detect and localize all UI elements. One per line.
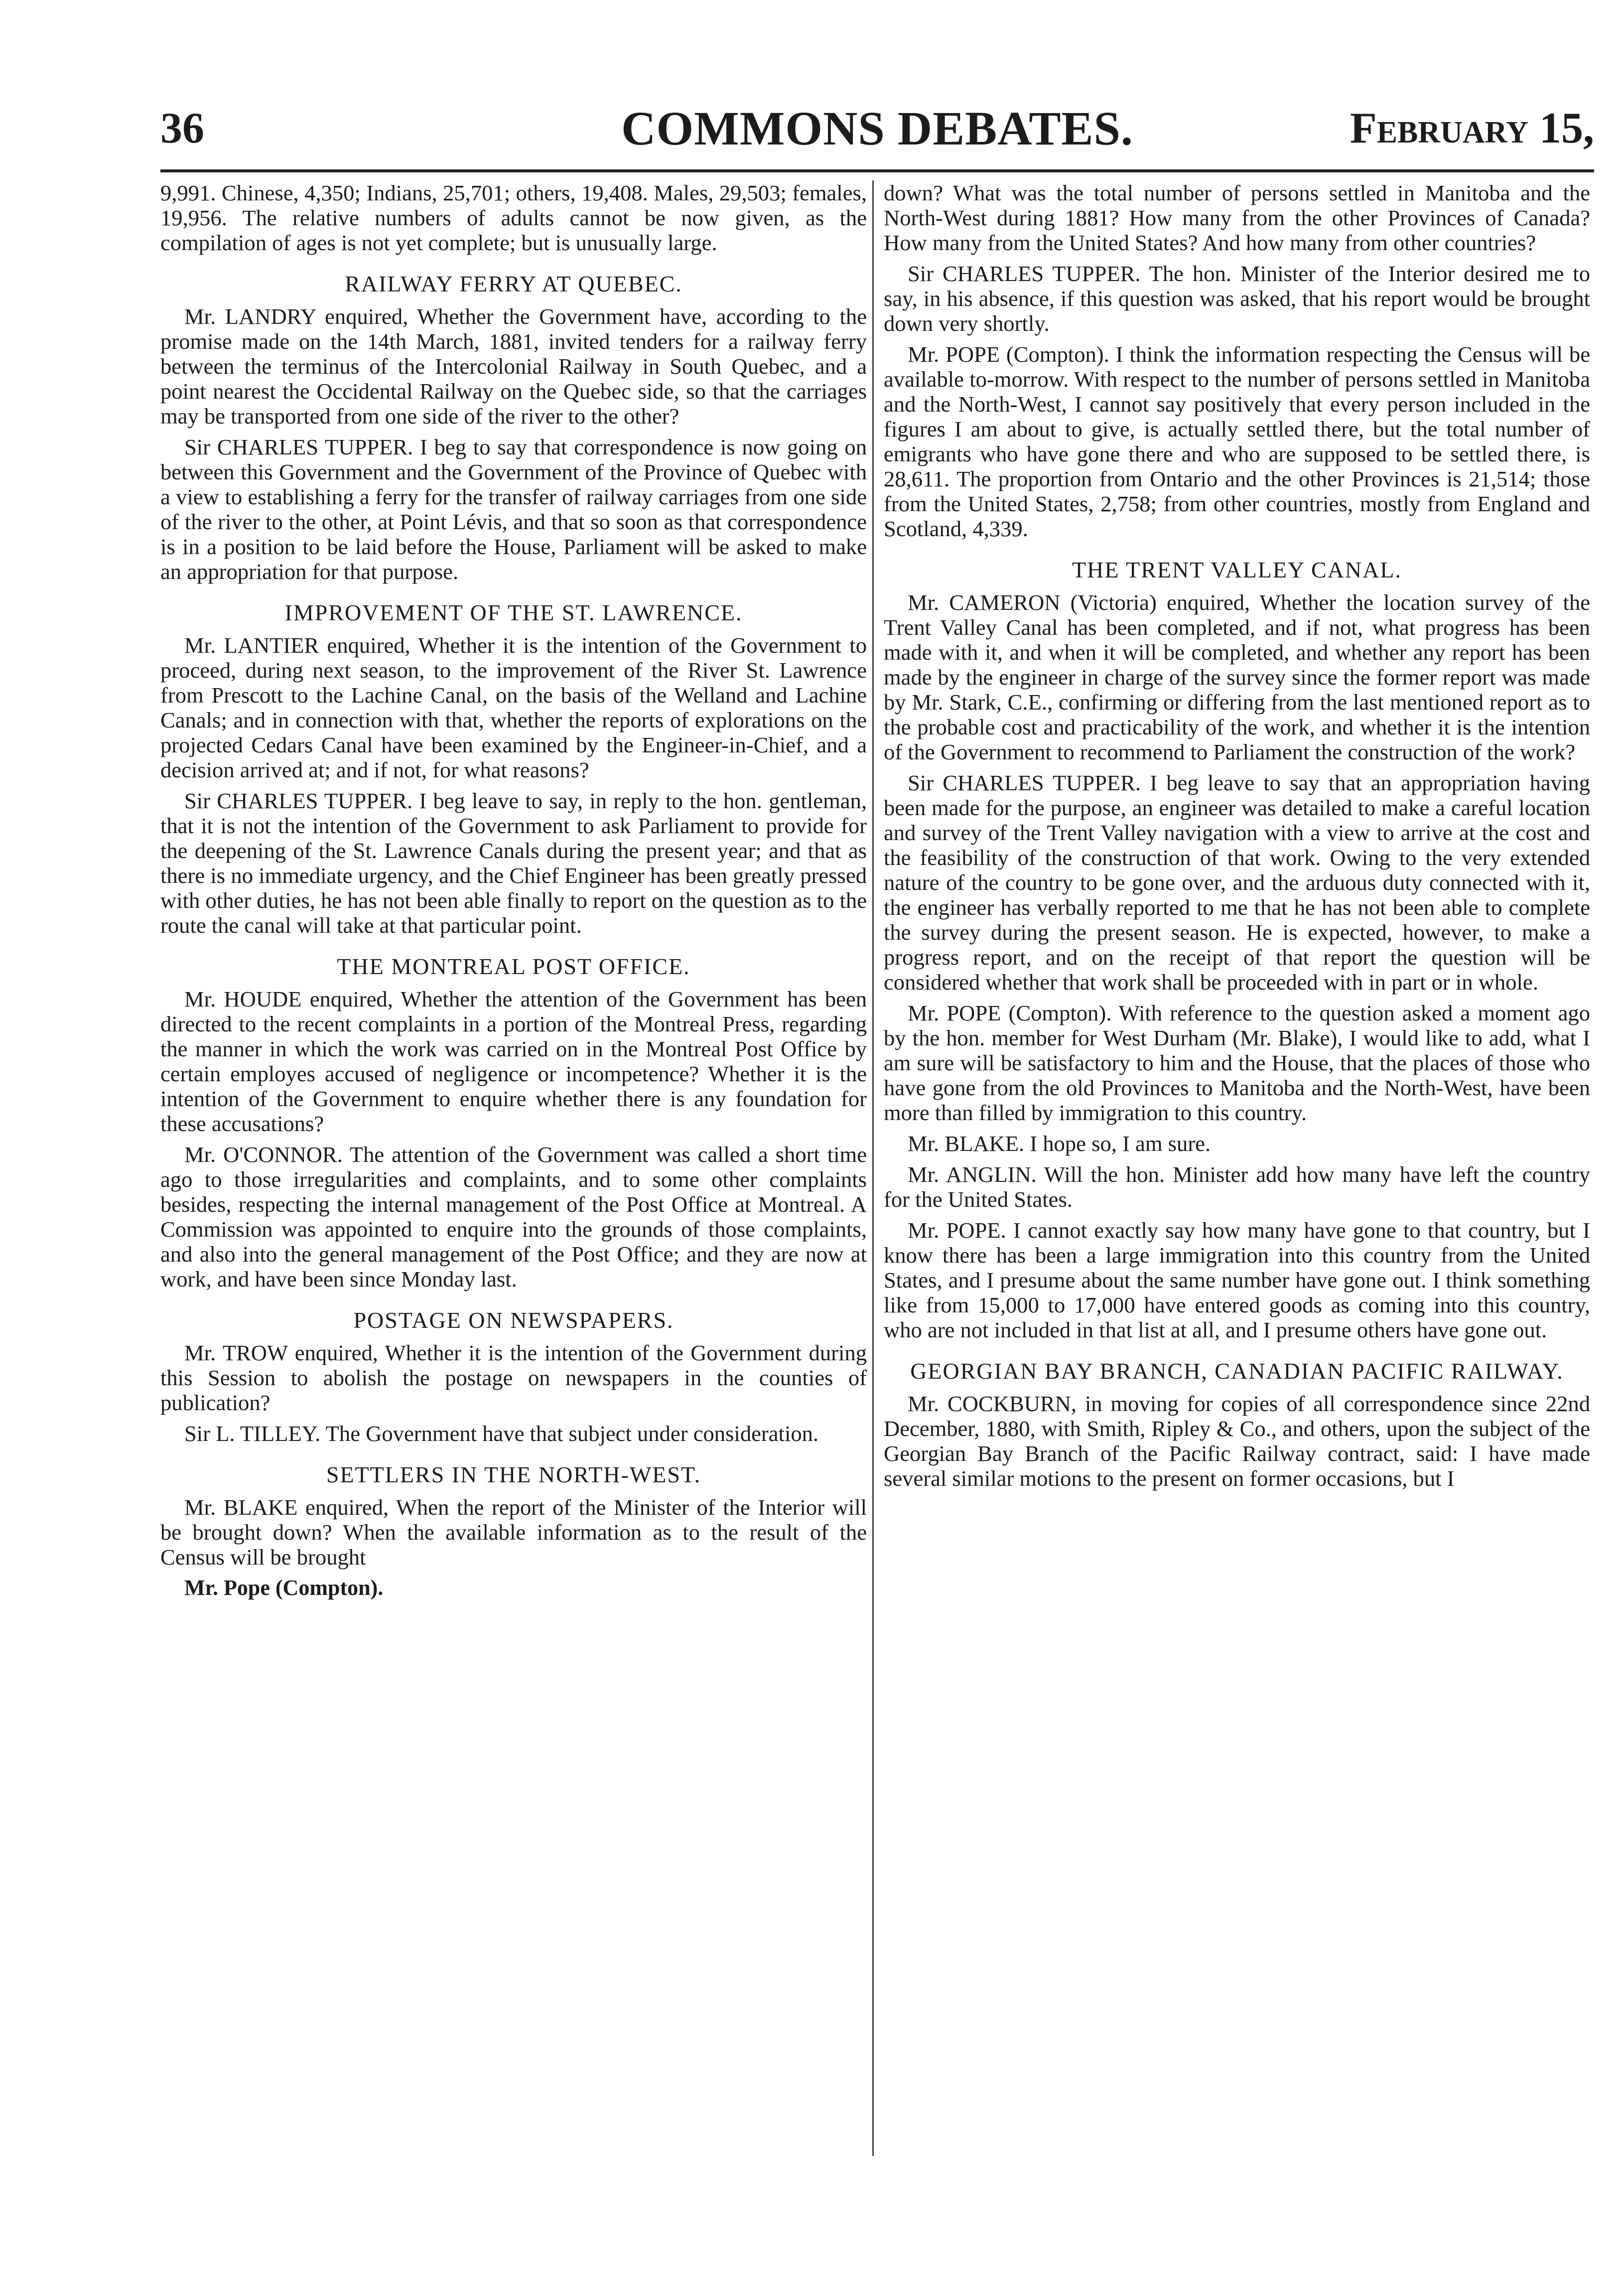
paragraph: Mr. O'CONNOR. The attention of the Government was called a short time ago to those irregularities and complaints, and to some other complaints besides, respecting the internal management of the Post Office at Montreal. A Commission was appointed to enquire into the grounds of those complaints, and also into the general management of the Post Office; and they are now at work, and have been since Monday last. xyxy=(160,1142,867,1291)
paragraph: Mr. BLAKE enquired, When the report of the Minister of the Interior will be brought down? When the available information as to the result of the Census will be brought xyxy=(160,1495,867,1570)
paragraph: Mr. BLAKE. I hope so, I am sure. xyxy=(908,1131,1211,1156)
page-number: 36 xyxy=(160,104,204,152)
section-heading: POSTAGE ON NEWSPAPERS. xyxy=(353,1307,674,1333)
paragraph: Mr. LANDRY enquired, Whether the Government have, according to the promise made on the 14th March, 1881, invited tenders for a railway ferry between the terminus of the Intercolonial Railway in South Quebec, and a point nearest the Occidental Railway on the Quebec side, so that the carriages may be transported from one side of the river to the other? xyxy=(160,304,867,429)
paragraph: Mr. COCKBURN, in moving for copies of all correspondence since 22nd December, 1880, with Smith, Ripley & Co., and others, upon the subject of the Georgian Bay Branch of the Pacific Railway contract, said: I have made several similar motions to the present on former occasions, but I xyxy=(884,1391,1590,1491)
paragraph: Mr. LANTIER enquired, Whether it is the intention of the Government to proceed, during next season, to the improvement of the River St. Lawrence from Prescott to the Lachine Canal, on the basis of the Welland and Lachine Canals; and in connection with that, whether the reports of explorations on the projected Cedars Canal have been examined by the Engineer-in-Chief, and a decision arrived at; and if not, for what reasons? xyxy=(160,633,867,782)
publication-title: COMMONS DEBATES. xyxy=(621,102,1133,155)
paragraph: down? What was the total number of persons settled in Manitoba and the North-West during 1881? How many from the other Provinces of Canada? How many from the United States? And how many from other countries? xyxy=(884,180,1590,255)
paragraph: Mr. CAMERON (Victoria) enquired, Whether the location survey of the Trent Valley Canal has been completed, and if not, what progress has been made with it, and when it will be completed, and whether any report has been made by the engineer in charge of the survey since the former report was made by Mr. Stark, C.E., confirming or differing from the last mentioned report as to the probable cost and practicability of the work, and whether it is the intention of the Government to recommend to Parliament the construction of the work? xyxy=(884,590,1590,764)
section-heading: GEORGIAN BAY BRANCH, CANADIAN PACIFIC RAILWAY. xyxy=(910,1358,1564,1384)
left-column xyxy=(160,180,867,1600)
page-date: February 15, xyxy=(1350,104,1594,152)
right-column xyxy=(884,180,1590,1497)
page-header xyxy=(160,99,1594,158)
paragraph: Sir CHARLES TUPPER. I beg to say that correspondence is now going on between this Government and the Government of the Province of Quebec with a view to establishing a ferry for the transfer of railway carriages from one side of the river to the other, at Point Lévis, and that so soon as that correspondence is in a position to be laid before the House, Parliament will be asked to make an appropriation for that purpose. xyxy=(160,434,867,584)
section-heading: IMPROVEMENT OF THE ST. LAWRENCE. xyxy=(284,600,743,625)
footer-speaker-note: Mr. Pope (Compton). xyxy=(184,1575,384,1600)
paragraph: Mr. POPE (Compton). I think the information respecting the Census will be available to-morrow. With respect to the number of persons settled in Manitoba and the North-West, I cannot say positively that every person included in the figures I am about to give, is actually settled there, but the total number of emigrants who have gone there and who are supposed to be settled there, is 28,611. The proportion from Ontario and the other Provinces is 21,514; those from the United States, 2,758; from other countries, mostly from England and Scotland, 4,339. xyxy=(884,342,1590,541)
section-heading: SETTLERS IN THE NORTH-WEST. xyxy=(326,1462,701,1487)
section-heading: THE MONTREAL POST OFFICE. xyxy=(337,954,690,979)
paragraph: Mr. ANGLIN. Will the hon. Minister add how many have left the country for the United States. xyxy=(884,1162,1590,1212)
paragraph: Sir CHARLES TUPPER. I beg leave to say that an appropriation having been made for the purpose, an engineer was detailed to make a careful location and survey of the Trent Valley navigation with a view to arrive at the cost and the feasibility of the construction of that work. Owing to the very extended nature of the country to be gone over, and the arduous duty connected with it, the engineer has verbally reported to me that he has not been able to complete the survey during the present season. He is expected, however, to make a progress report, and on the receipt of that report the question will be considered whether that work shall be proceeded with in part or in whole. xyxy=(884,770,1590,995)
paragraph: Mr. POPE. I cannot exactly say how many have gone to that country, but I know there has been a large immigration into this country from the United States, and I presume about the same number have gone out. I think something like from 15,000 to 17,000 have entered goods as coming into this country, who are not included in that list at all, and I presume others have gone out. xyxy=(884,1218,1590,1342)
paragraph: Sir CHARLES TUPPER. The hon. Minister of the Interior desired me to say, in his absence, if this question was asked, that his report would be brought down very shortly. xyxy=(884,261,1590,336)
column-divider xyxy=(872,180,874,2156)
paragraph: Sir CHARLES TUPPER. I beg leave to say, in reply to the hon. gentleman, that it is not the intention of the Government to ask Parliament to provide for the deepening of the St. Lawrence Canals during the present year; and that as there is no immediate urgency, and the Chief Engineer has been greatly pressed with other duties, he has not been able finally to report on the question as to the route the canal will take at that particular point. xyxy=(160,788,867,938)
paragraph: Mr. POPE (Compton). With reference to the question asked a moment ago by the hon. member for West Durham (Mr. Blake), I would like to add, what I am sure will be satisfactory to him and the House, that the places of those who have gone from the old Provinces to Manitoba and the North-West, have been more than filled by immigration to this country. xyxy=(884,1000,1590,1125)
section-heading: RAILWAY FERRY AT QUEBEC. xyxy=(345,271,682,296)
paragraph: Mr. HOUDE enquired, Whether the attention of the Government has been directed to the recent complaints in a portion of the Montreal Press, regarding the manner in which the work was carried on in the Montreal Post Office by certain employes accused of negligence or incompetence? Whether it is the intention of the Government to enquire whether there is any foundation for these accusations? xyxy=(160,987,867,1136)
header-rule xyxy=(160,169,1594,172)
section-heading: THE TRENT VALLEY CANAL. xyxy=(1072,557,1402,582)
paragraph: Sir L. TILLEY. The Government have that subject under consideration. xyxy=(184,1421,819,1446)
paragraph: Mr. TROW enquired, Whether it is the intention of the Government during this Session to abolish the postage on newspapers in the counties of publication? xyxy=(160,1340,867,1415)
paragraph: 9,991. Chinese, 4,350; Indians, 25,701; others, 19,408. Males, 29,503; females, 19,956. The relative numbers of adults cannot be now given, as the compilation of ages is not yet complete; but is unusually large. xyxy=(160,180,867,255)
